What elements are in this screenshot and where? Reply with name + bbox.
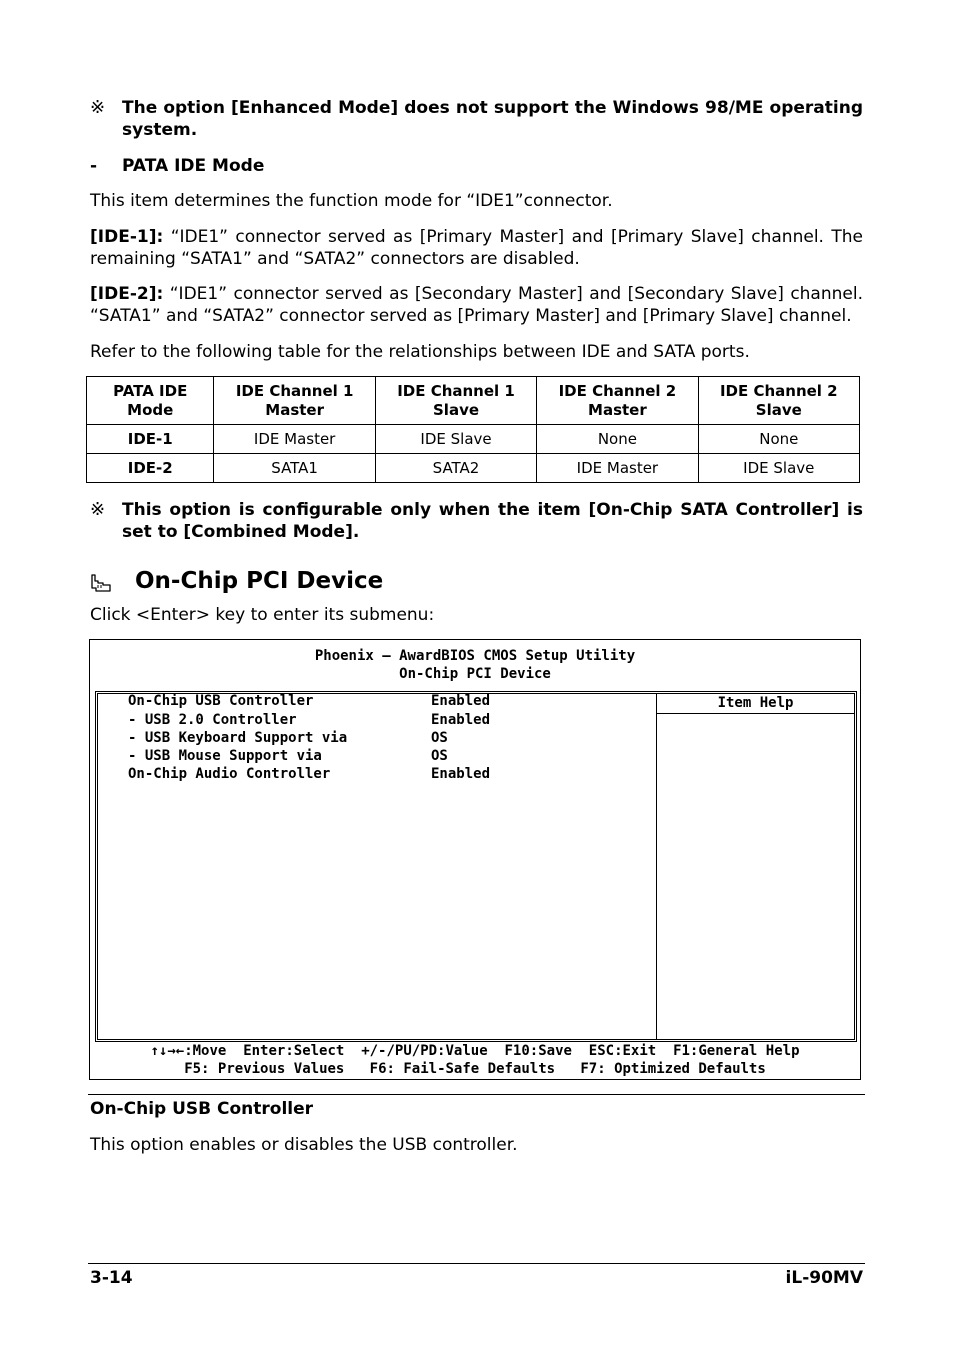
table-cell: IDE-2 [87,454,214,483]
ide1-paragraph [90,226,863,270]
bios-menu-panel [95,691,857,1042]
note-text: The option [Enhanced Mode] does not support the Windows 98/ME operating system. [122,98,863,140]
table-cell: SATA1 [214,454,375,483]
bios-function-keys: F5: Previous Values F6: Fail-Safe Defaults F7: Optimized Defaults [184,1061,766,1077]
bios-item-value[interactable]: Enabled [431,693,491,709]
item-help-title: Item Help [657,694,854,714]
page-number: 3-14 [90,1268,133,1288]
reference-mark-icon: ※ [90,499,106,520]
table-cell: SATA2 [375,454,536,483]
divider [88,1094,865,1095]
table-header-row [87,377,860,425]
usb-controller-heading: On-Chip USB Controller [90,1099,314,1119]
section-title: On-Chip PCI Device [135,568,384,594]
reference-mark-icon: ※ [90,97,106,118]
section-desc: Click <Enter> key to enter its submenu: [90,605,435,625]
bios-setup-screen [89,639,861,1080]
ide1-label: [IDE-1]: [90,227,164,247]
table-header: IDE Channel 1 Slave [375,377,536,425]
table-cell: None [698,425,859,454]
note-combined-mode [90,499,863,543]
bios-item-label[interactable]: - USB Keyboard Support via [128,730,348,746]
ide2-text: “IDE1” connector served as [Secondary Master] and [Secondary Slave] channel. “SATA1” and “SATA2” connector served as [Primary Master] and [Primary Slave] channel. [90,284,863,326]
table-row [87,454,860,483]
bios-item-value[interactable]: OS [431,730,448,746]
note-enhanced-mode [90,97,863,141]
table-cell: IDE Master [214,425,375,454]
pata-desc: This item determines the function mode for “IDE1”connector. [90,191,613,211]
footer-divider [88,1263,865,1264]
item-help-panel [656,694,854,1039]
table-cell: IDE Slave [375,425,536,454]
ide1-text: “IDE1” connector served as [Primary Master] and [Primary Slave] channel. The remaining “SATA1” and “SATA2” connectors are disabled. [90,227,863,269]
table-cell: IDE Slave [698,454,859,483]
bios-item-value[interactable]: Enabled [431,766,491,782]
table-cell: IDE-1 [87,425,214,454]
bios-title: Phoenix – AwardBIOS CMOS Setup Utility [314,648,636,664]
table-cell: None [537,425,698,454]
ide2-label: [IDE-2]: [90,284,164,304]
bios-item-label[interactable]: On-Chip Audio Controller [128,766,331,782]
table-header: IDE Channel 1 Master [214,377,375,425]
refer-paragraph: Refer to the following table for the relationships between IDE and SATA ports. [90,342,750,362]
bios-item-label[interactable]: - USB Mouse Support via [128,748,322,764]
table-header: PATA IDE Mode [87,377,214,425]
note-text: This option is configurable only when the item [On-Chip SATA Controller] is set to [Combined Mode]. [122,500,863,542]
table-row [87,425,860,454]
pata-ide-mode-heading [90,155,265,177]
heading-text: PATA IDE Mode [122,156,265,176]
table-header: IDE Channel 2 Slave [698,377,859,425]
ide2-paragraph [90,283,863,327]
table-header: IDE Channel 2 Master [537,377,698,425]
model-name: iL-90MV [785,1268,863,1288]
bios-item-value[interactable]: Enabled [431,712,491,728]
usb-controller-desc: This option enables or disables the USB controller. [90,1135,518,1155]
table-cell: IDE Master [537,454,698,483]
bios-key-legend: ↑↓→←:Move Enter:Select +/-/PU/PD:Value F10:Save ESC:Exit F1:General Help [150,1043,800,1059]
bios-item-value[interactable]: OS [431,748,448,764]
bios-item-label[interactable]: On-Chip USB Controller [128,693,314,709]
bios-item-label[interactable]: - USB 2.0 Controller [128,712,297,728]
pointing-hand-icon [90,572,112,594]
ide-sata-table [86,376,860,483]
heading-dash: - [90,156,98,176]
bios-subtitle: On-Chip PCI Device [399,666,551,682]
